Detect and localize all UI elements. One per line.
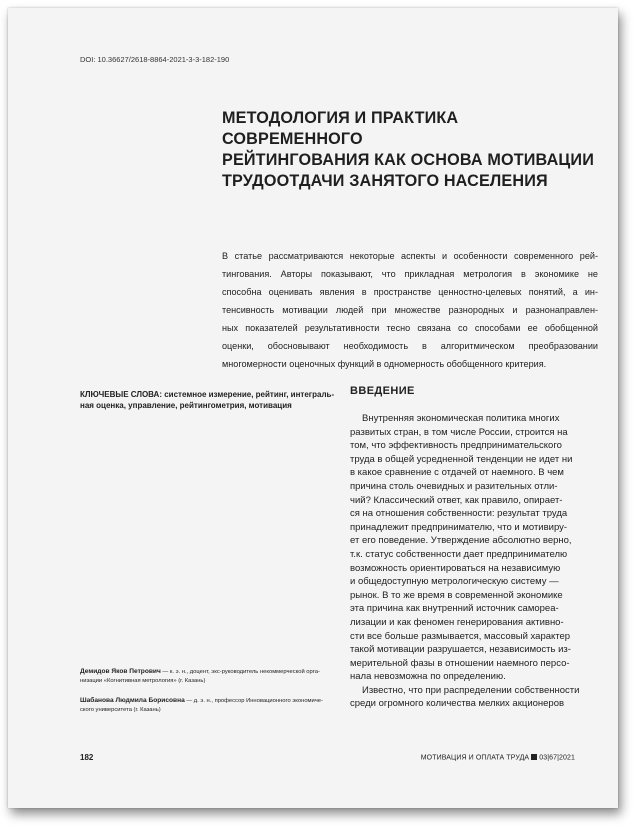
author-name: Шабанова Людмила Борисовна [80, 697, 185, 704]
body-line: т.к. статус собственности дает предпринимателю [350, 548, 568, 560]
body-line: чий? Классический ответ, как правило, опирает- [350, 494, 563, 506]
abstract-line: В статье рассматриваются некоторые аспекты и особенности современного рей- [222, 251, 598, 261]
keywords [80, 389, 335, 411]
body-line: среди огромного количества мелких акционеров [350, 698, 565, 710]
author-line [80, 667, 340, 677]
body-line: Известно, что при распределении собственности [362, 684, 580, 696]
body-line: ся на отношения собственности: результат труда [350, 508, 568, 520]
body-text [350, 412, 586, 711]
body-line: развитых стран, в том числе России, строится на [350, 426, 568, 438]
abstract-line: тингования. Авторы показывают, что прикладная метрология в экономике не [222, 269, 598, 279]
author-info [80, 696, 340, 715]
keywords-line [80, 389, 335, 400]
abstract-line: оценки, обосновывают необходимость в алгоритмическом преобразовании [222, 341, 598, 351]
author-info [80, 667, 340, 686]
body-line: лизации и как феномен генерирования активно- [350, 616, 564, 628]
keywords-line: ная оценка, управление, рейтингометрия, мотивация [80, 401, 292, 410]
body-line: труда в общей усредненной тенденции не идет ни [350, 453, 573, 465]
section-heading: ВВЕДЕНИЕ [350, 385, 415, 397]
body-line: возможность ориентироваться на независимую [350, 562, 561, 574]
author-affiliation: — д. э. н., профессор Инновационного экономиче- [184, 698, 323, 704]
body-line: и общедоступную метрологическую систему — [350, 576, 559, 588]
keywords-text: системное измерение, рейтинг, интеграль- [164, 390, 335, 399]
abstract-line: ных показателей результативности тесно связана со способами ее обобщенной [222, 323, 598, 333]
keywords-label: КЛЮЧЕВЫЕ СЛОВА: [80, 390, 162, 399]
body-line: рынок. В то же время в современной экономике [350, 589, 563, 601]
author-line [80, 696, 340, 706]
body-line: в какое сравнение с отдачей от наемного. В чем [350, 467, 564, 479]
body-line: принадлежит предпринимателю, что и мотивиру- [350, 521, 568, 533]
body-line: ет его поведение. Утверждение абсолютно верно, [350, 535, 572, 547]
body-line: сти все больше размывается, массовый характер [350, 630, 571, 642]
doi-label: DOI: 10.36627/2618-8864-2021-3-3-182-190 [80, 55, 230, 64]
body-line: эта причина как внутренний источник самореа- [350, 603, 559, 615]
body-line: причина столь очевидных и разительных отли- [350, 480, 558, 492]
abstract-line: способна оценивать явления в пространстве ценностно-целевых понятий, а ин- [222, 287, 598, 297]
page-number: 182 [80, 753, 94, 762]
author-line: ского университета (г. Казань) [80, 707, 161, 713]
title-line: РЕЙТИНГОВАНИЯ КАК ОСНОВА МОТИВАЦИИ [222, 151, 594, 169]
title-line: ТРУДООТДАЧИ ЗАНЯТОГО НАСЕЛЕНИЯ [222, 172, 548, 190]
author-line: низации «Когнитивная метрология» (г. Казань) [80, 678, 206, 684]
body-line: Внутренняя экономическая политика многих [362, 413, 560, 424]
author-affiliation: — к. э. н., доцент, экс-руководитель некоммерческой орга- [160, 669, 320, 675]
journal-name: МОТИВАЦИЯ И ОПЛАТА ТРУДА [420, 754, 530, 762]
title-line: МЕТОДОЛОГИЯ И ПРАКТИКА СОВРЕМЕННОГО [222, 109, 459, 148]
body-line: мерительной фазы в отношении наемного персо- [350, 657, 570, 669]
journal-page [8, 8, 618, 808]
abstract [222, 247, 598, 373]
author-name: Демидов Яков Петрович [80, 668, 161, 675]
abstract-line: многомерности оценочных функций в одномерность обобщенного критерия. [222, 359, 547, 369]
issue-number: 03|67|2021 [539, 754, 575, 762]
article-title [222, 108, 602, 192]
body-line: том, что эффективность предпринимательского [350, 440, 562, 452]
body-line: такой мотивации разрушается, независимость из- [350, 644, 571, 656]
running-footer [421, 754, 575, 762]
abstract-line: тенсивность мотивации людей при множестве разнородных и разнонаправлен- [222, 305, 598, 315]
body-line: нала невозможна по определению. [350, 671, 506, 683]
square-separator-icon [531, 754, 537, 760]
